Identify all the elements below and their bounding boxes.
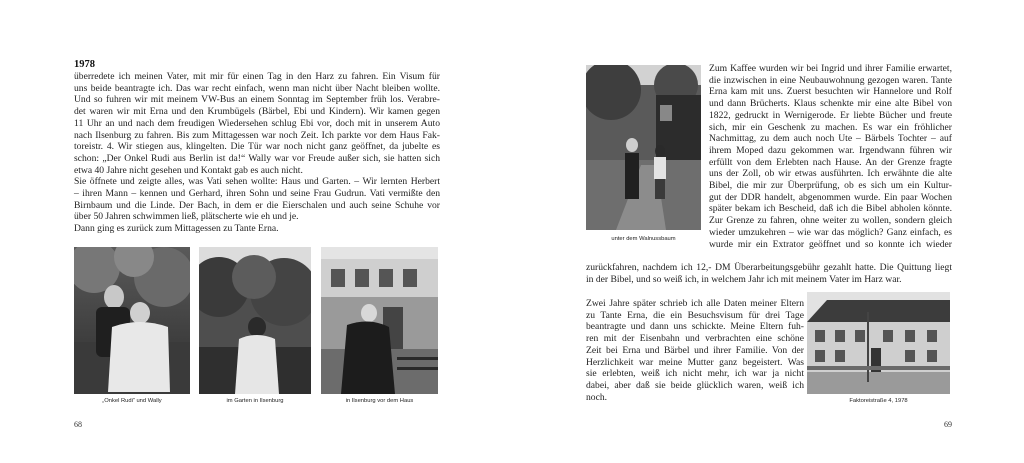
text-line: später bekam ich Bescheid, daß ich die Bibel abholen könnte. [709, 203, 952, 215]
photo-caption: unter dem Walnussbaum [611, 236, 676, 242]
photo-image [807, 292, 950, 394]
text-line: Erna kam mit uns. Zuerst besuchten wir Hannelore und Rolf [709, 86, 952, 98]
text-line: über 50 Jahren schwimmen ließ, plätscherte wie eh und je. [74, 211, 299, 223]
text-line: det waren wir mit Erna und den Krumbügels (Bärbel, Ebi und Kindern). Wir kamen gegen [74, 106, 440, 118]
text-line: zurückfahren, nachdem ich 12,- DM Überarbeitungsgebühr gezahlt hatte. Die Quittung liegt [586, 262, 952, 273]
text-line: beantragte und dann uns schickte. Meine Eltern fuh- [586, 321, 804, 333]
text-line: Herzlichkeit war meine Mutter ganz begeistert. Was [586, 356, 804, 368]
text-line: Zur Grenze zu fahren, ohne weiter zu wollen, sondern gleich [709, 215, 952, 227]
text-line: Nachmittag, zu dem auch noch Ute – Bärbels Tochter – auf [709, 133, 952, 145]
text-line: Bibel, die mir zur Überprüfung, ob es sich um ein Kultur- [709, 180, 952, 192]
text-line: nach Ilsenburg zu fahren. Bis zum Mittagessen war noch Zeit. Ich parkte vor dem Haus Fak- [74, 129, 440, 141]
left-paragraph [74, 71, 440, 235]
right-top-paragraph [709, 63, 952, 250]
right-bottom-paragraph [586, 298, 804, 403]
text-line: Zum Kaffee wurden wir bei Ingrid und ihrer Familie erwartet, [709, 63, 952, 74]
text-line: wurde mir ein Extrator geöffnet und so konnte ich wieder [709, 238, 952, 250]
text-line: uns beide beantragte ich. Das war recht einfach, wenn man nicht über Nacht bleiben wollte. [74, 82, 440, 94]
text-line: ihrem Moped dazu gekommen war. Irgendwann führen wir [709, 144, 952, 156]
text-line: 11 Uhr an und nach dem freudigen Wiedersehen schlug Ebi vor, doch mit in unserem Auto [74, 117, 440, 129]
text-line: in der Bibel, und so weiß ich, in welchem Jahr ich mit meinem Vater im Harz war. [586, 273, 902, 285]
right-page [512, 0, 1024, 463]
text-line: die inzwischen in eine Neubauwohnung gezogen waren. Tante [709, 74, 952, 86]
text-line: Sie öffnete und zeigte alles, was Vati sehen wollte: Haus und Garten. – Wir lernten Herbert [74, 176, 440, 188]
photo-walnut-tree [586, 65, 701, 230]
text-line: schon: „Der Onkel Rudi aus Berlin ist da!“ Wally war vor Freude außer sich, sie hatten sich [74, 152, 440, 164]
photo-image [74, 247, 190, 394]
text-line: Dann ging es zurück zum Mittagessen zu Tante Erna. [74, 223, 279, 235]
chapter-heading: 1978 [74, 59, 95, 70]
text-line: gut der DDR handelt, abgenommen wurde. Ein paar Wochen [709, 191, 952, 203]
text-line: Und so fuhren wir mit meinem VW-Bus an einem Sonntag im September früh los. Verabre- [74, 94, 440, 106]
photo-faktoreistrasse [807, 292, 950, 394]
text-line: wieder umzukehren – wie war das möglich? Ganz einfach, es [709, 226, 952, 238]
photo-caption: im Garten in Ilsenburg [226, 398, 284, 404]
text-line: zu Tante Erna, die ein Besuchsvisum für drei Tage [586, 309, 804, 321]
photo-image [586, 65, 701, 230]
photo-house [321, 247, 438, 394]
page-number: 68 [74, 420, 82, 429]
photo-caption: in Ilsenburg vor dem Haus [345, 398, 414, 404]
text-line: Zwei Jahre später schrieb ich alle Daten meiner Eltern [586, 298, 804, 309]
photo-image [321, 247, 438, 394]
photo-caption: „Onkel Rudi“ und Wally [102, 398, 162, 404]
right-wide-paragraph [586, 262, 952, 285]
text-line: erfüllt von dem Erlebten nach Hause. An der Grenze fragte [709, 156, 952, 168]
text-line: sich, mir ein Geschenk zu machen. Es war ein fröhlicher [709, 121, 952, 133]
text-line: – ihren Mann – kennen und Gerhard, ihren Sohn und seine Frau Gudrun. Vati vermißte den [74, 188, 440, 200]
text-line: und dann Brücherts. Klaus schenkte mir eine alte Bibel von [709, 98, 952, 110]
text-line: Birnbaum und die Linde. Der Bach, in dem er die Eierschalen und auch seine Schuhe vor [74, 199, 440, 211]
photo-caption: Faktoreistraße 4, 1978 [849, 398, 908, 404]
text-line: noch. [586, 391, 608, 403]
text-line: 1822, gedruckt in Wernigerode. Er liebte Bücher und freute [709, 109, 952, 121]
photo-garden [199, 247, 311, 394]
photo-image [199, 247, 311, 394]
page-number: 69 [944, 420, 952, 429]
text-line: ren mit der Eisenbahn und verbrachten eine schöne [586, 333, 804, 345]
text-line: Zeit bei Erna und Bärbel und ihrer Familie. Von der [586, 344, 804, 356]
text-line: dabei, aber daß sie beide glücklich waren, weiß ich [586, 379, 804, 391]
photo-rudi-wally [74, 247, 190, 394]
text-line: sie erlebten, weiß ich nicht mehr, ich war ja nicht [586, 368, 804, 380]
text-line: toreistr. 4. Wir stiegen aus, klingelten. Die Tür war noch nicht ganz geöffnet, da jubelte es [74, 141, 440, 153]
text-line: uns der Zoll, ob wir etwas ausführten. Ich erwähnte die alte [709, 168, 952, 180]
text-line: etwa 40 Jahre nicht gesehen und Kontakt gab es auch nicht. [74, 164, 303, 176]
text-line: überredete ich meinen Vater, mit mir für einen Tag in den Harz zu fahren. Ein Visum für [74, 71, 440, 82]
